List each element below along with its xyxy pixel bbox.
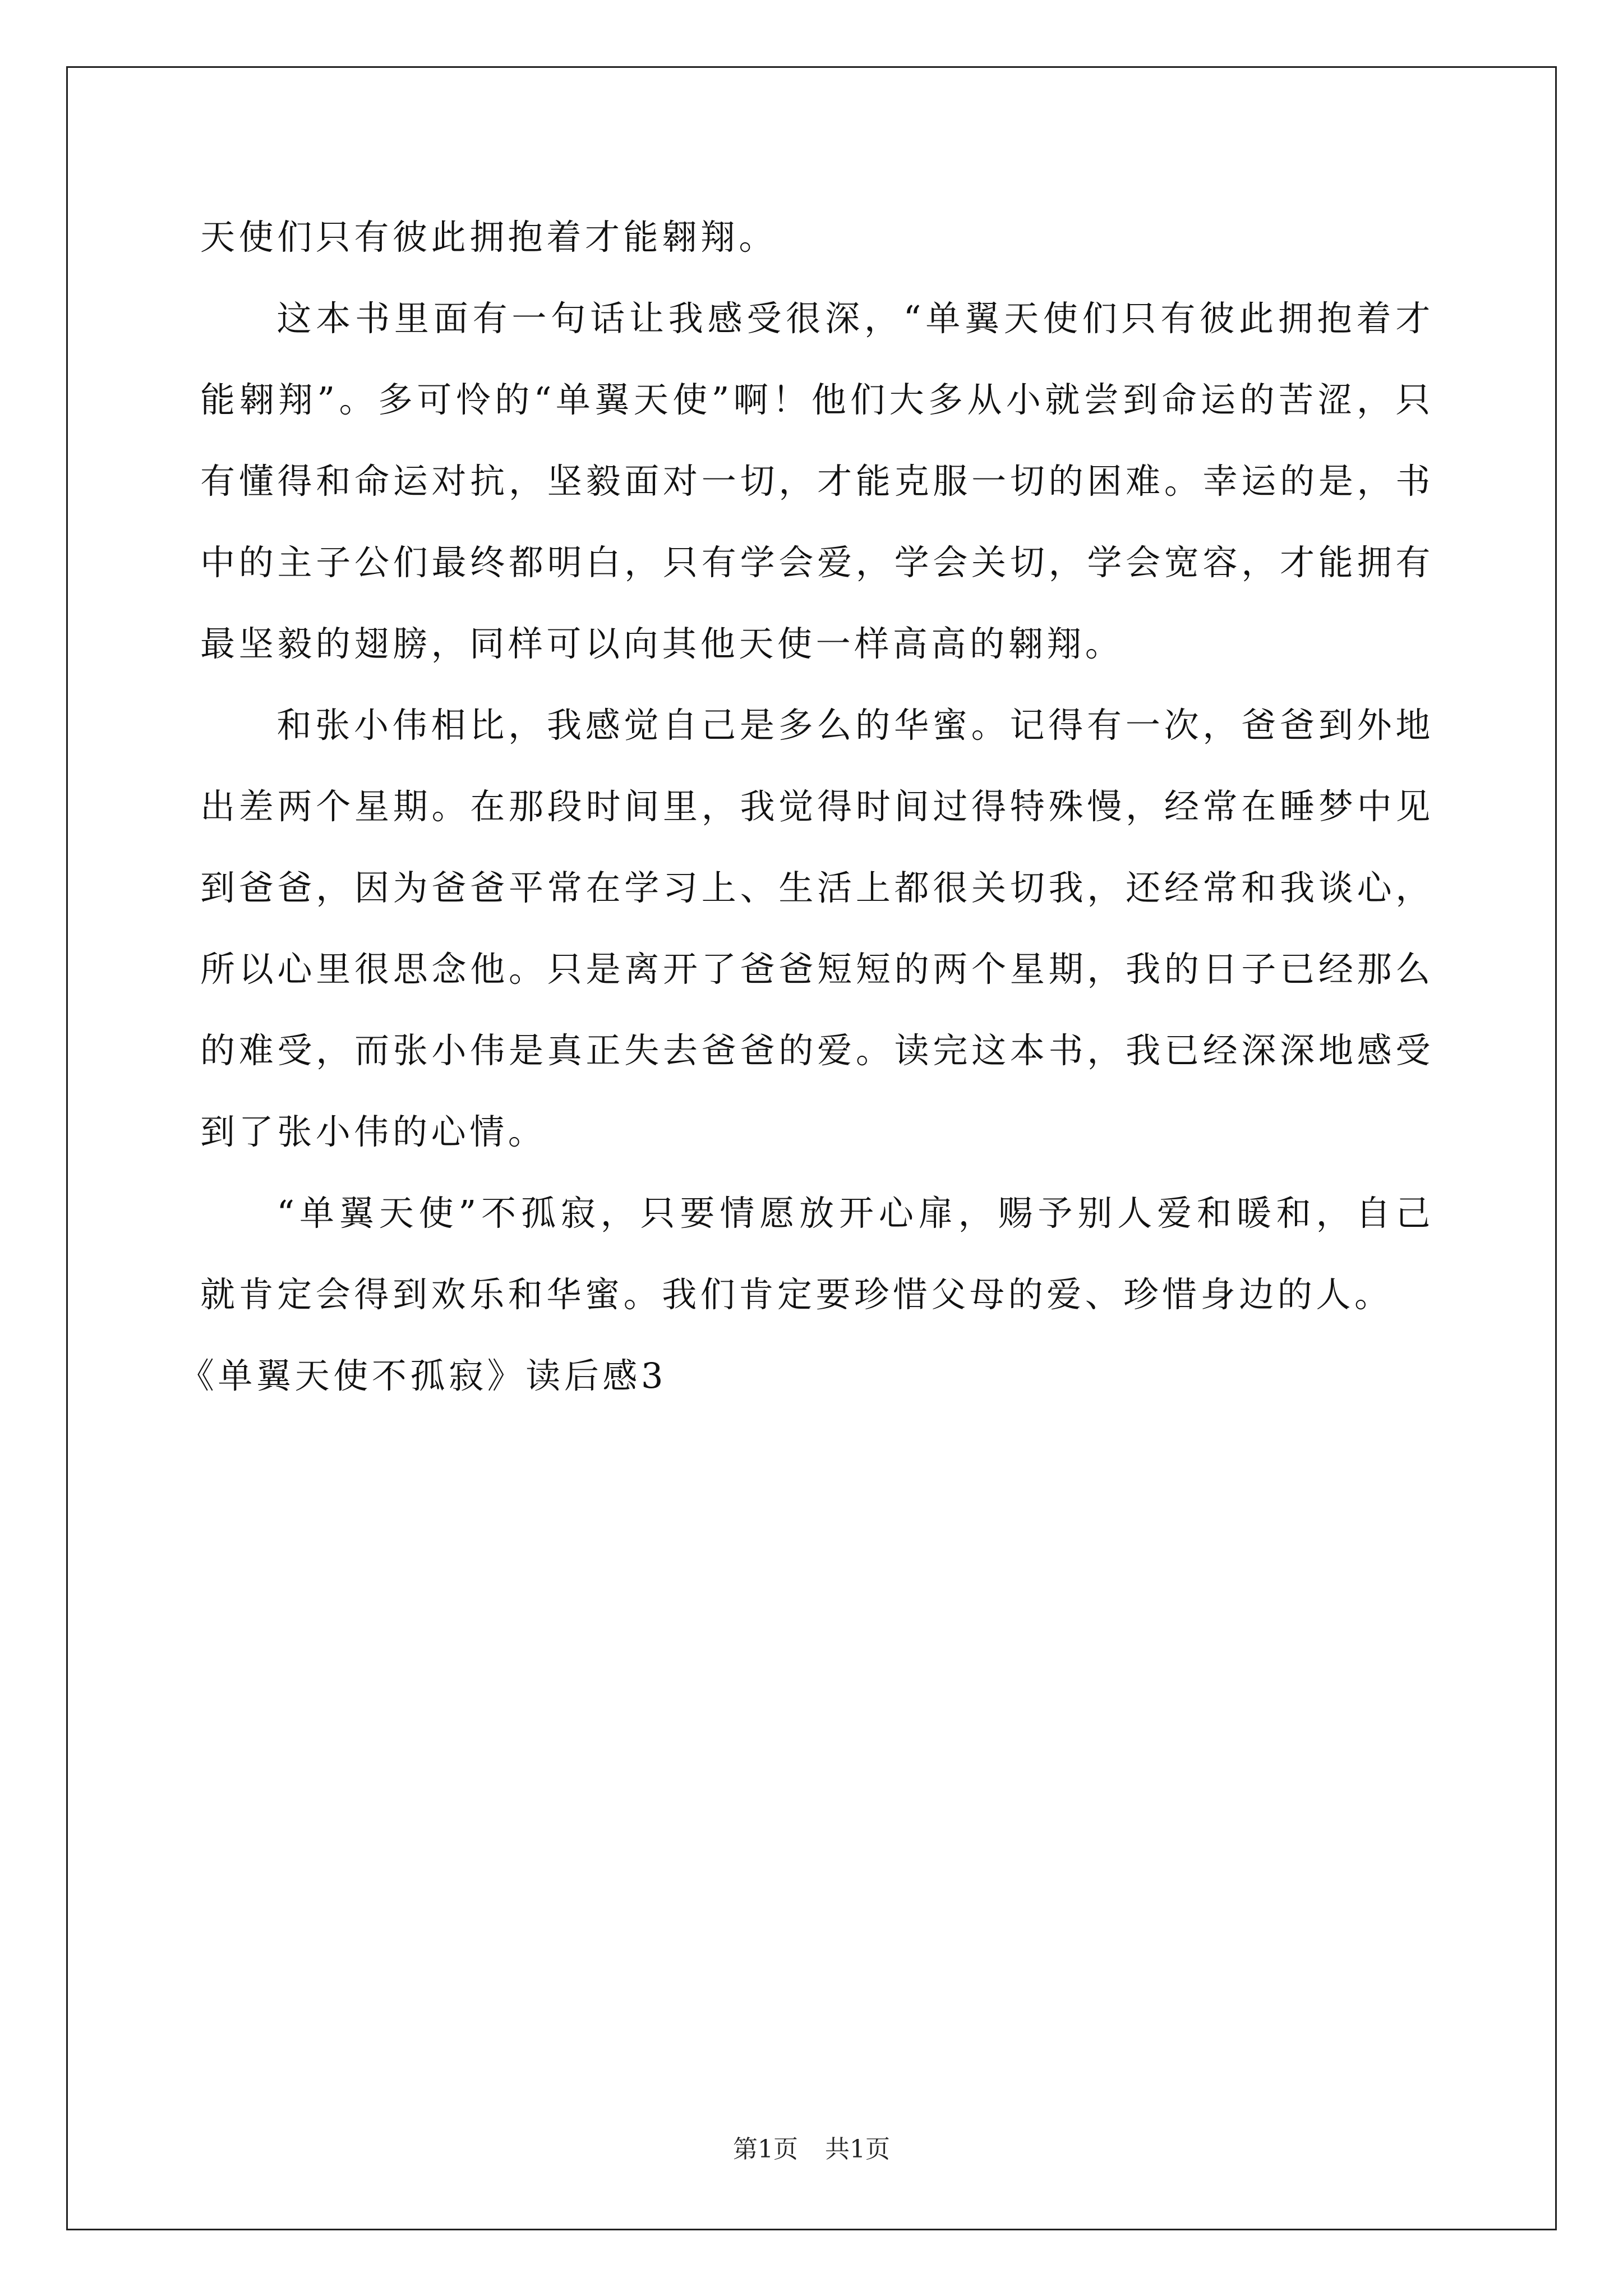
paragraph: “单翼天使”不孤寂，只要情愿放开心扉，赐予别人爱和暖和，自己就肯定会得到欢乐和华蜜。我们肯定要珍惜父母的爱、珍惜身边的人。	[200, 1193, 1434, 1315]
paragraph: 天使们只有彼此拥抱着才能翱翔。	[200, 217, 778, 257]
paragraph: 和张小伟相比，我感觉自己是多么的华蜜。记得有一次，爸爸到外地出差两个星期。在那段时间里，我觉得时间过得特殊慢，经常在睡梦中见到爸爸，因为爸爸平常在学习上、生活上都很关切我，还经常和我谈心，所以心里很思念他。只是离开了爸爸短短的两个星期，我的日子已经那么的难受，而张小伟是真正失去爸爸的爱。读完这本书，我已经深深地感受到了张小伟的心情。	[200, 705, 1434, 1152]
page-number: 第1页	[733, 2135, 798, 2164]
document-body	[179, 196, 1434, 1416]
paragraph: 这本书里面有一句话让我感受很深，“单翼天使们只有彼此拥抱着才能翱翔”。多可怜的“单翼天使”啊！他们大多从小就尝到命运的苦涩，只有懂得和命运对抗，坚毅面对一切，才能克服一切的困难。幸运的是，书中的主子公们最终都明白，只有学会爱，学会关切，学会宽容，才能拥有最坚毅的翅膀，同样可以向其他天使一样高高的翱翔。	[200, 298, 1434, 664]
page-footer	[0, 2129, 1623, 2165]
section-title: 《单翼天使不孤寂》读后感3	[179, 1355, 667, 1396]
page-total: 共1页	[825, 2135, 890, 2164]
